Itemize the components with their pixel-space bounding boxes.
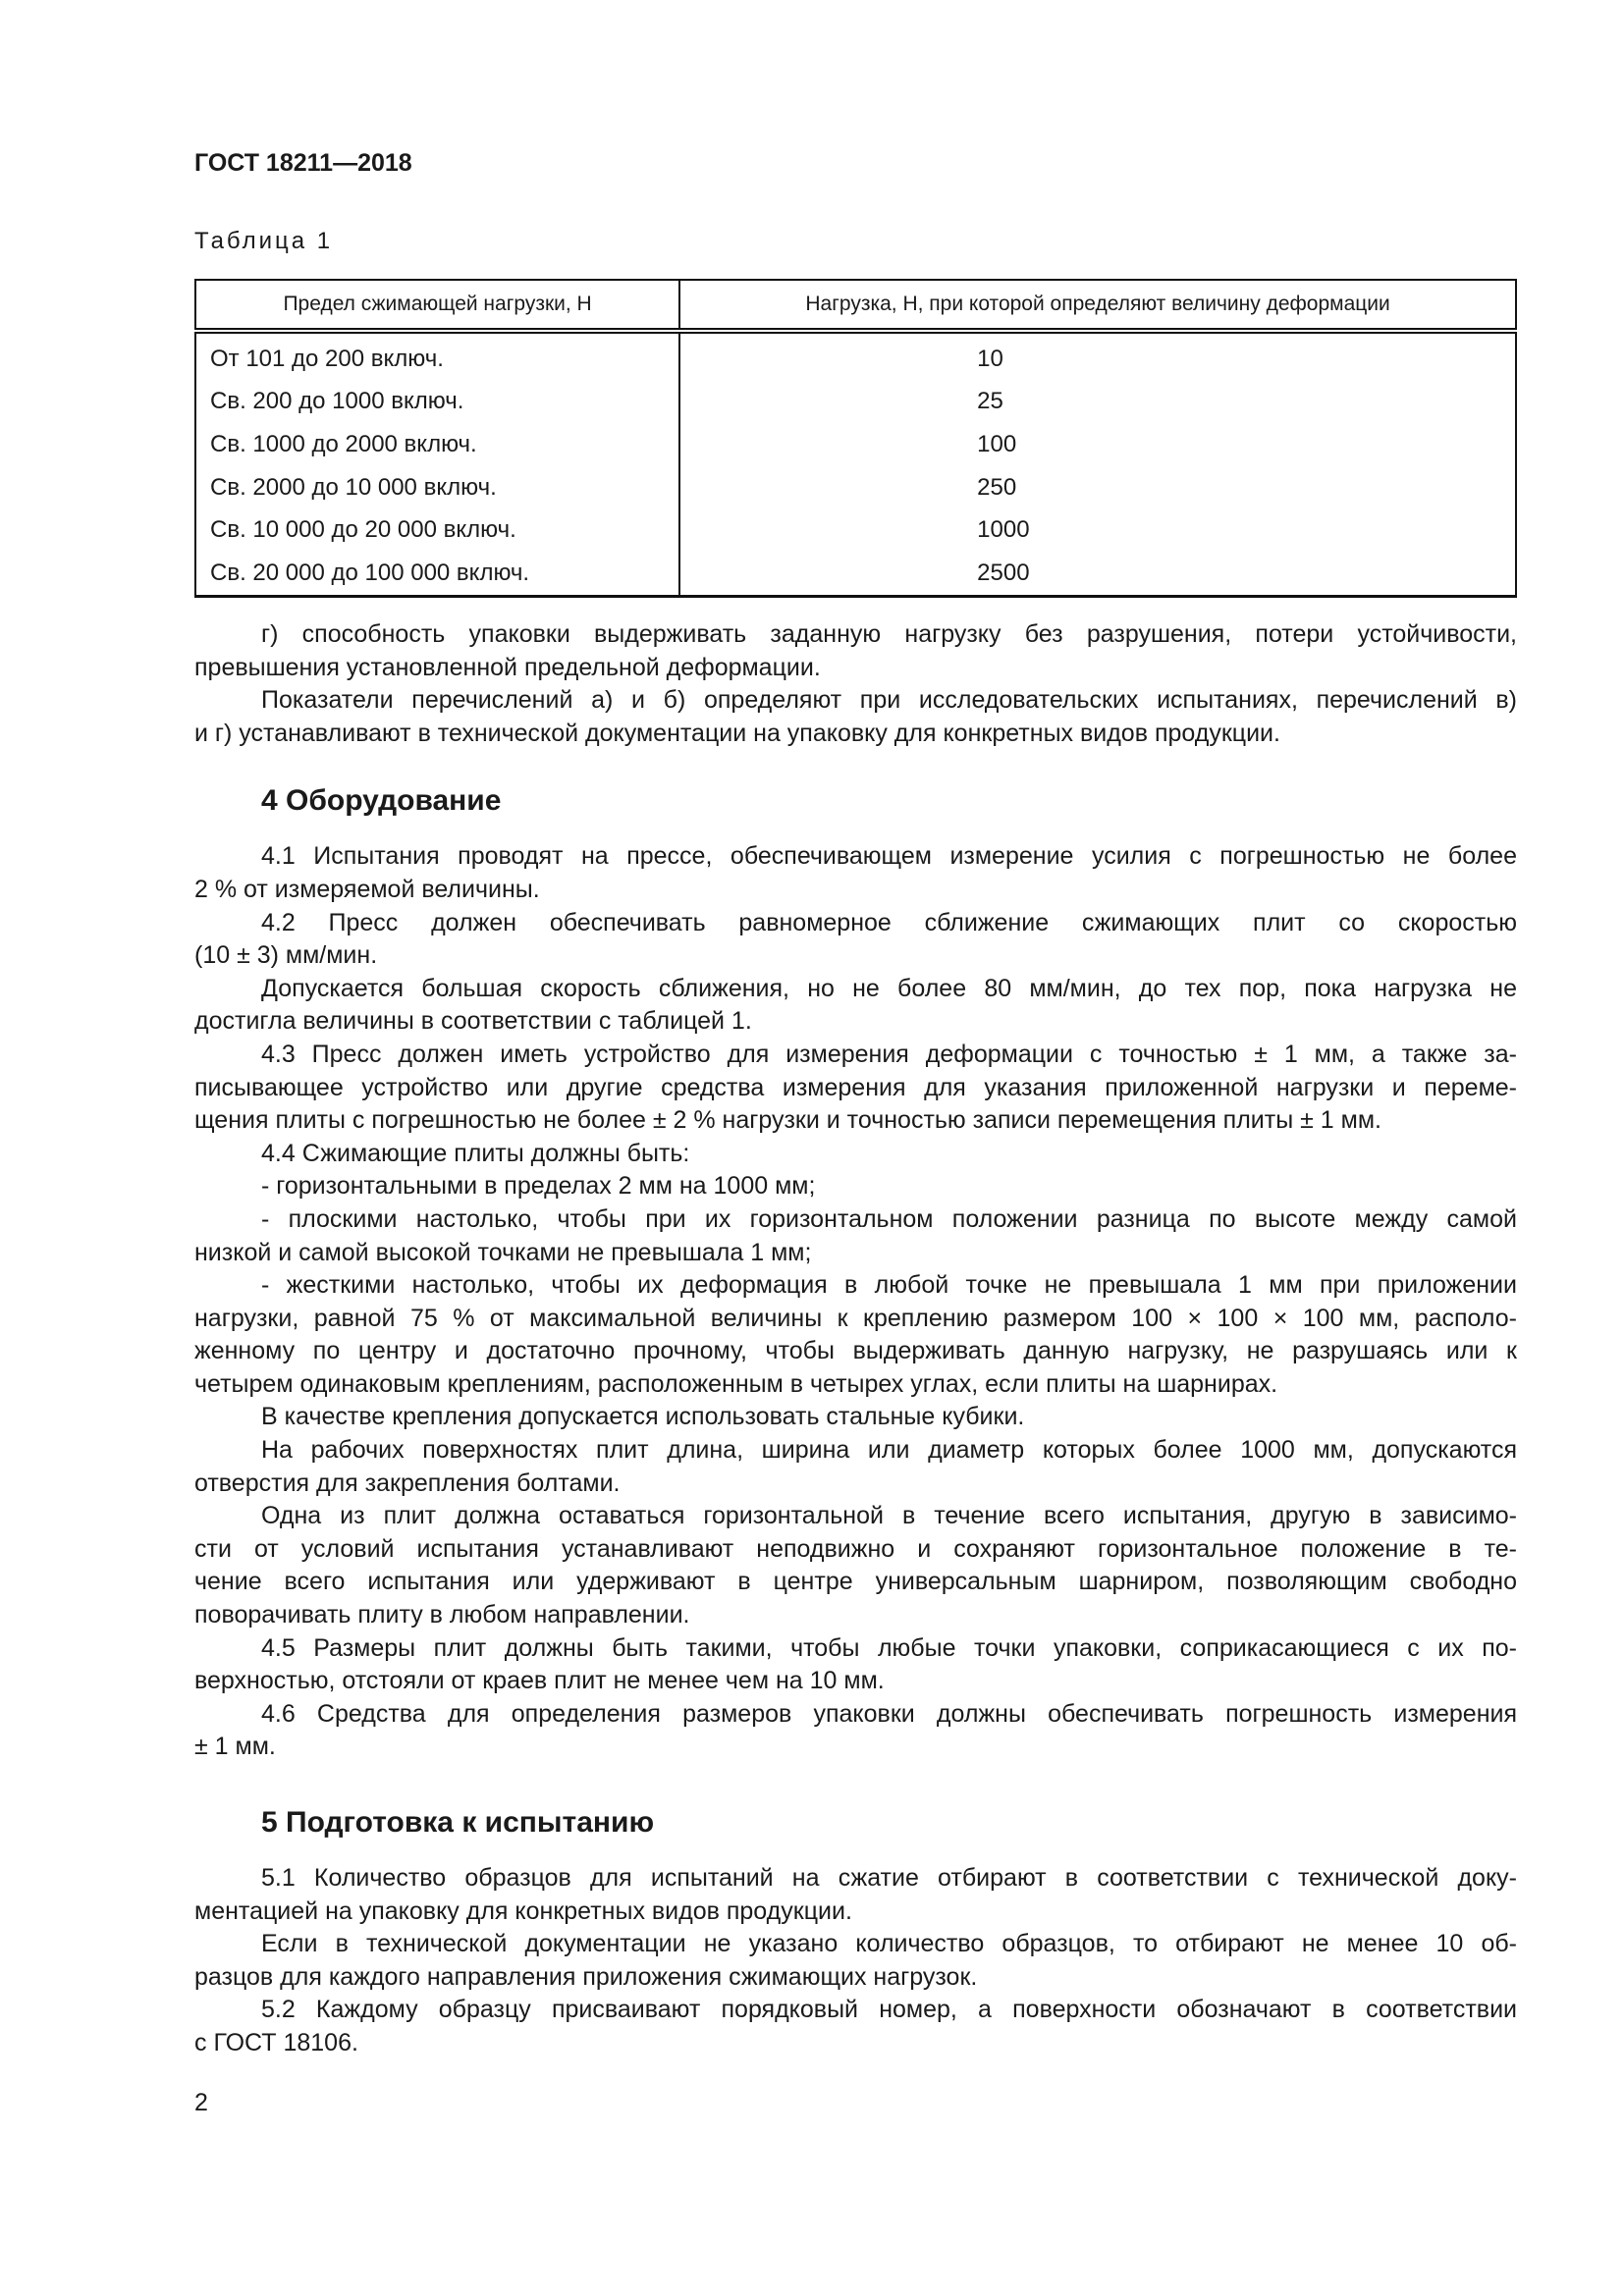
paragraph bbox=[194, 1203, 1517, 1269]
table-row bbox=[195, 552, 1516, 596]
load-limit-cell: От 101 до 200 включ. bbox=[195, 331, 679, 381]
section-5-body bbox=[194, 1862, 1517, 2060]
text-line: - плоскими настолько, чтобы при их горизонтальном положении разница по высоте между самой bbox=[261, 1204, 1517, 1233]
table-row bbox=[195, 508, 1516, 552]
deformation-load-cell: 250 bbox=[679, 466, 1516, 509]
section-heading: 4 Оборудование bbox=[261, 784, 502, 818]
text-line: 4.6 Средства для определения размеров упаковки должны обеспечивать погрешность измерения bbox=[261, 1699, 1517, 1728]
section-heading: 5 Подготовка к испытанию bbox=[261, 1806, 655, 1839]
text-line: 4.3 Пресс должен иметь устройство для измерения деформации с точностью ± 1 мм, а также за- bbox=[261, 1040, 1517, 1068]
load-table bbox=[194, 279, 1517, 598]
paragraph bbox=[194, 618, 1517, 684]
load-limit-cell: Св. 2000 до 10 000 включ. bbox=[195, 466, 679, 509]
text-line: женному по центру и достаточно прочному, чтобы выдерживать данную нагрузку, не разрушаясь или к bbox=[194, 1337, 1517, 1365]
deformation-load-cell: 1000 bbox=[679, 508, 1516, 552]
text-line: - жесткими настолько, чтобы их деформация в любой точке не превышала 1 мм при приложении bbox=[261, 1271, 1517, 1300]
load-limit-cell: Св. 200 до 1000 включ. bbox=[195, 381, 679, 424]
text-line: сти от условий испытания устанавливают неподвижно и сохраняют горизонтальное положение в те- bbox=[194, 1534, 1517, 1563]
column-header: Нагрузка, Н, при которой определяют величину деформации bbox=[679, 280, 1516, 331]
table-row bbox=[195, 381, 1516, 424]
deformation-load-cell: 10 bbox=[679, 331, 1516, 381]
table-header-row bbox=[195, 280, 1516, 331]
text-line: достигла величины в соответствии с таблицей 1. bbox=[194, 1007, 752, 1036]
paragraph bbox=[194, 1500, 1517, 1631]
text-line: Показатели перечислений а) и б) определяют при исследовательских испытаниях, перечислений в) bbox=[261, 686, 1517, 715]
text-line: В качестве крепления допускается использовать стальные кубики. bbox=[261, 1403, 1025, 1431]
text-line: (10 ± 3) мм/мин. bbox=[194, 941, 378, 970]
paragraph bbox=[194, 1269, 1517, 1401]
text-line: четырем одинаковым креплениям, расположенным в четырех углах, если плиты на шарнирах. bbox=[194, 1369, 1278, 1398]
text-line: 2 % от измеряемой величины. bbox=[194, 875, 540, 903]
paragraph bbox=[194, 1928, 1517, 1994]
text-line: Допускается большая скорость сближения, но не более 80 мм/мин, до тех пор, пока нагрузка не bbox=[261, 974, 1517, 1002]
load-limit-cell: Св. 1000 до 2000 включ. bbox=[195, 423, 679, 466]
deformation-load-cell: 2500 bbox=[679, 552, 1516, 596]
text-line: верхностью, отстояли от краев плит не менее чем на 10 мм. bbox=[194, 1667, 885, 1695]
paragraph bbox=[194, 1138, 1517, 1171]
text-line: 4.2 Пресс должен обеспечивать равномерное сближение сжимающих плит со скоростью bbox=[261, 908, 1517, 936]
text-line: и г) устанавливают в технической документации на упаковку для конкретных видов продукции. bbox=[194, 719, 1280, 747]
paragraph bbox=[194, 1434, 1517, 1500]
text-line: ментацией на упаковку для конкретных видов продукции. bbox=[194, 1896, 852, 1925]
deformation-load-cell: 100 bbox=[679, 423, 1516, 466]
text-line: Одна из плит должна оставаться горизонтальной в течение всего испытания, другую в зависимо- bbox=[261, 1502, 1517, 1530]
table-row bbox=[195, 331, 1516, 381]
text-line: - горизонтальными в пределах 2 мм на 1000 мм; bbox=[261, 1172, 816, 1201]
document-id: ГОСТ 18211—2018 bbox=[194, 149, 412, 177]
text-line: 5.1 Количество образцов для испытаний на сжатие отбирают в соответствии с технической доку- bbox=[261, 1864, 1517, 1892]
section-4-body bbox=[194, 840, 1517, 1764]
page-number: 2 bbox=[194, 2089, 208, 2116]
load-limit-cell: Св. 20 000 до 100 000 включ. bbox=[195, 552, 679, 596]
paragraph bbox=[194, 684, 1517, 750]
text-line: 4.4 Сжимающие плиты должны быть: bbox=[261, 1139, 690, 1167]
intro-paragraphs bbox=[194, 618, 1517, 750]
text-line: 5.2 Каждому образцу присваивают порядковый номер, а поверхности обозначают в соответствии bbox=[261, 1996, 1517, 2024]
text-line: разцов для каждого направления приложения сжимающих нагрузок. bbox=[194, 1962, 978, 1991]
text-line: превышения установленной предельной деформации. bbox=[194, 653, 821, 681]
text-line: 4.1 Испытания проводят на прессе, обеспечивающем измерение усилия с погрешностью не более bbox=[261, 842, 1517, 871]
paragraph bbox=[194, 1994, 1517, 2059]
text-line: Если в технической документации не указано количество образцов, то отбирают не менее 10 об- bbox=[261, 1930, 1517, 1958]
text-line: щения плиты с погрешностью не более ± 2 % нагрузки и точностью записи перемещения плиты ± 1 мм. bbox=[194, 1106, 1381, 1135]
text-line: писывающее устройство или другие средства измерения для указания приложенной нагрузки и переме- bbox=[194, 1073, 1517, 1101]
text-line: ± 1 мм. bbox=[194, 1733, 276, 1761]
paragraph bbox=[194, 1862, 1517, 1928]
text-line: нагрузки, равной 75 % от максимальной величины к креплению размером 100 × 100 × 100 мм, располо- bbox=[194, 1304, 1517, 1332]
paragraph bbox=[194, 840, 1517, 906]
paragraph bbox=[194, 973, 1517, 1039]
paragraph bbox=[194, 1039, 1517, 1138]
text-line: с ГОСТ 18106. bbox=[194, 2028, 358, 2056]
paragraph bbox=[194, 1698, 1517, 1764]
document-body bbox=[194, 618, 1517, 2060]
table-row bbox=[195, 466, 1516, 509]
text-line: отверстия для закрепления болтами. bbox=[194, 1468, 621, 1497]
paragraph bbox=[194, 1170, 1517, 1203]
table-caption: Таблица 1 bbox=[194, 228, 334, 254]
deformation-load-cell: 25 bbox=[679, 381, 1516, 424]
text-line: г) способность упаковки выдерживать заданную нагрузку без разрушения, потери устойчивости, bbox=[261, 620, 1517, 648]
table-row bbox=[195, 423, 1516, 466]
paragraph bbox=[194, 907, 1517, 973]
text-line: На рабочих поверхностях плит длина, ширина или диаметр которых более 1000 мм, допускаются bbox=[261, 1436, 1517, 1465]
text-line: чение всего испытания или удерживают в центре универсальным шарниром, позволяющим свободно bbox=[194, 1568, 1517, 1596]
paragraph bbox=[194, 1632, 1517, 1698]
column-header: Предел сжимающей нагрузки, Н bbox=[195, 280, 679, 331]
text-line: поворачивать плиту в любом направлении. bbox=[194, 1601, 690, 1629]
text-line: низкой и самой высокой точками не превышала 1 мм; bbox=[194, 1238, 812, 1266]
load-limit-cell: Св. 10 000 до 20 000 включ. bbox=[195, 508, 679, 552]
paragraph bbox=[194, 1401, 1517, 1434]
text-line: 4.5 Размеры плит должны быть такими, чтобы любые точки упаковки, соприкасающиеся с их по- bbox=[261, 1633, 1517, 1662]
